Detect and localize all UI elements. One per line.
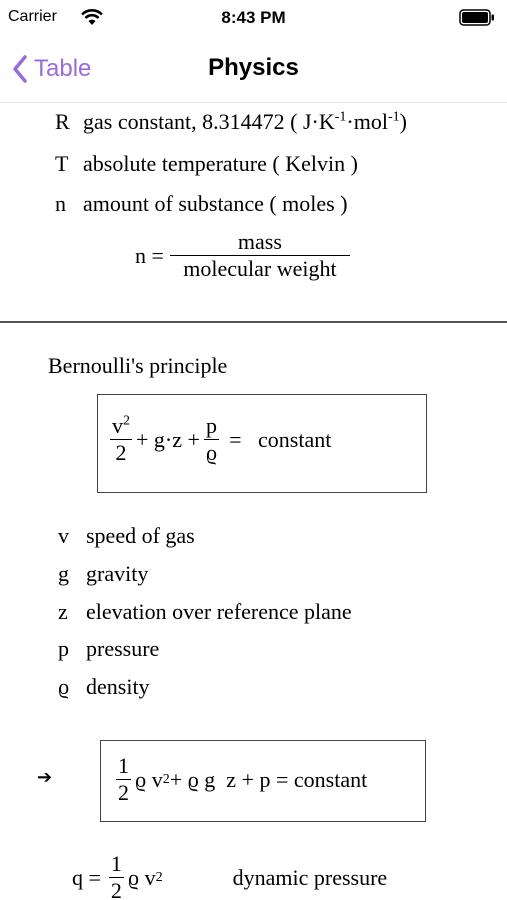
- list-item: [58, 636, 159, 662]
- symbol: T: [55, 151, 69, 176]
- description: elevation over reference plane: [86, 599, 352, 624]
- description: speed of gas: [86, 523, 195, 548]
- exponent: -1: [334, 109, 347, 125]
- formula-label: dynamic pressure: [232, 864, 388, 890]
- back-button-label: Table: [34, 55, 92, 82]
- battery-icon: [459, 9, 495, 26]
- symbol: n: [55, 191, 66, 216]
- denominator: ϱ: [205, 440, 218, 465]
- numerator: p: [206, 413, 217, 438]
- exponent: 2: [162, 771, 170, 787]
- page-title: Physics: [208, 54, 299, 81]
- formula-rhs: = constant: [229, 426, 332, 452]
- description: pressure: [86, 636, 160, 661]
- formula-lhs: q =: [72, 864, 101, 890]
- gas-constant-row: [55, 109, 407, 135]
- symbol: ϱ: [58, 674, 70, 699]
- carrier-label: Carrier: [8, 8, 57, 25]
- symbol: g: [58, 561, 69, 586]
- arrow-icon: ➔: [37, 767, 53, 787]
- formula-part: ϱ v: [135, 766, 163, 792]
- list-item: [58, 599, 352, 625]
- symbol: z: [58, 599, 68, 624]
- description-close: ): [399, 109, 407, 134]
- fraction: [110, 413, 132, 466]
- symbol: R: [55, 109, 70, 134]
- numerator: 1: [110, 851, 122, 876]
- formula-part: + ϱ g z + p = constant: [169, 766, 368, 792]
- formula-middle: + g·z +: [136, 426, 200, 452]
- symbol: p: [58, 636, 69, 661]
- energy-formula: [116, 753, 367, 806]
- fraction: [204, 413, 219, 466]
- energy-formula-box: [100, 740, 426, 822]
- numerator: mass: [237, 229, 282, 254]
- formula-part: ϱ v: [127, 864, 156, 890]
- temperature-row: [55, 151, 358, 177]
- description-mid: ·mol: [346, 109, 388, 134]
- dynamic-pressure-formula: [72, 851, 387, 900]
- exponent: 2: [155, 869, 163, 885]
- bernoulli-formula-box: [97, 394, 427, 493]
- exponent: -1: [387, 109, 400, 125]
- denominator: 2: [110, 439, 132, 466]
- list-item: [58, 674, 150, 700]
- description: gas constant, 8.314472 ( J·K: [83, 109, 335, 134]
- description: absolute temperature ( Kelvin ): [83, 151, 358, 176]
- description: density: [86, 674, 150, 699]
- moles-formula: [135, 229, 350, 282]
- clock: 8:43 PM: [221, 8, 286, 27]
- formula-lhs: n =: [135, 242, 164, 268]
- navigation-bar: [0, 36, 507, 103]
- status-bar: [0, 0, 507, 36]
- denominator: 2: [109, 877, 124, 900]
- section-divider: [0, 321, 507, 323]
- section-heading: Bernoulli's principle: [48, 353, 228, 378]
- variable: v: [112, 413, 123, 438]
- bernoulli-formula: [110, 413, 331, 466]
- list-item: [58, 523, 195, 549]
- symbol: v: [58, 523, 69, 548]
- numerator: 1: [118, 753, 129, 778]
- amount-row: [55, 191, 348, 217]
- exponent: 2: [123, 413, 130, 429]
- description: amount of substance ( moles ): [83, 191, 348, 216]
- description: gravity: [86, 561, 149, 586]
- denominator: 2: [118, 780, 129, 805]
- fraction: [109, 851, 124, 900]
- denominator: molecular weight: [170, 255, 350, 282]
- fraction: [170, 229, 350, 282]
- fraction: [116, 753, 131, 806]
- list-item: [58, 561, 148, 587]
- physics-content[interactable]: [0, 103, 507, 900]
